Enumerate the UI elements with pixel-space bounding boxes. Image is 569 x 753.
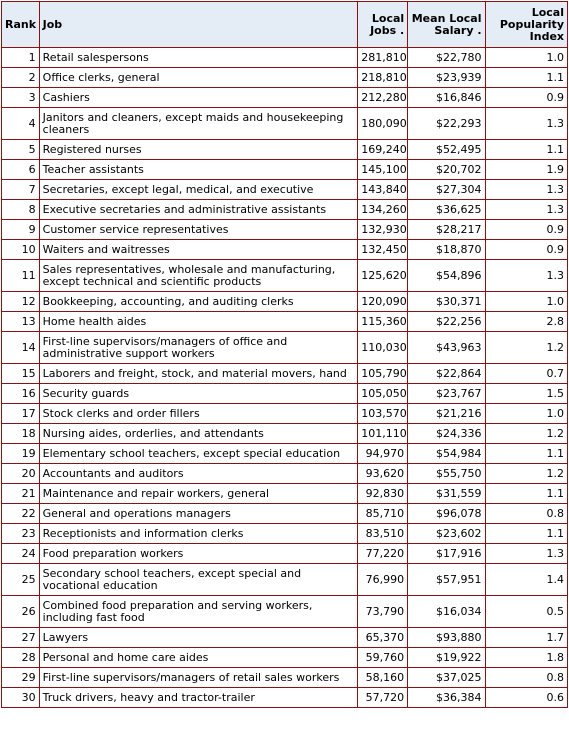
rank-cell: 4	[2, 108, 40, 140]
table-row	[2, 200, 568, 220]
local-jobs-cell: 58,160	[358, 668, 408, 688]
rank-cell: 1	[2, 48, 40, 68]
rank-cell: 8	[2, 200, 40, 220]
job-title-cell: First-line supervisors/managers of office and administrative support workers	[39, 332, 358, 364]
job-title-cell: Janitors and cleaners, except maids and housekeeping cleaners	[39, 108, 358, 140]
mean-salary-cell: $43,963	[408, 332, 485, 364]
job-title-cell: Home health aides	[39, 312, 358, 332]
local-jobs-cell: 92,830	[358, 484, 408, 504]
mean-salary-cell: $22,864	[408, 364, 485, 384]
job-title-cell: Teacher assistants	[39, 160, 358, 180]
popularity-index-cell: 1.1	[485, 68, 567, 88]
mean-salary-cell: $16,846	[408, 88, 485, 108]
popularity-index-cell: 0.9	[485, 88, 567, 108]
rank-cell: 28	[2, 648, 40, 668]
local-jobs-cell: 143,840	[358, 180, 408, 200]
mean-salary-cell: $22,293	[408, 108, 485, 140]
local-jobs-cell: 169,240	[358, 140, 408, 160]
table-row	[2, 564, 568, 596]
job-title-cell: Personal and home care aides	[39, 648, 358, 668]
mean-salary-cell: $57,951	[408, 564, 485, 596]
popularity-index-cell: 0.9	[485, 240, 567, 260]
local-jobs-cell: 105,790	[358, 364, 408, 384]
local-jobs-cell: 132,930	[358, 220, 408, 240]
job-title-cell: Food preparation workers	[39, 544, 358, 564]
job-title-cell: Maintenance and repair workers, general	[39, 484, 358, 504]
mean-salary-cell: $96,078	[408, 504, 485, 524]
mean-salary-column-header[interactable]: Mean Local Salary .	[408, 2, 485, 48]
mean-salary-cell: $36,625	[408, 200, 485, 220]
rank-cell: 21	[2, 484, 40, 504]
local-jobs-cell: 115,360	[358, 312, 408, 332]
table-row	[2, 504, 568, 524]
rank-cell: 3	[2, 88, 40, 108]
job-column-header[interactable]: Job	[39, 2, 358, 48]
table-row	[2, 524, 568, 544]
mean-salary-cell: $16,034	[408, 596, 485, 628]
job-title-cell: Waiters and waitresses	[39, 240, 358, 260]
rank-cell: 9	[2, 220, 40, 240]
table-row	[2, 292, 568, 312]
table-row	[2, 384, 568, 404]
local-jobs-cell: 145,100	[358, 160, 408, 180]
popularity-index-cell: 1.3	[485, 544, 567, 564]
rank-cell: 14	[2, 332, 40, 364]
rank-cell: 24	[2, 544, 40, 564]
table-header	[2, 2, 568, 48]
local-jobs-cell: 180,090	[358, 108, 408, 140]
local-jobs-cell: 85,710	[358, 504, 408, 524]
popularity-index-cell: 1.9	[485, 160, 567, 180]
mean-salary-cell: $55,750	[408, 464, 485, 484]
popularity-index-cell: 1.0	[485, 48, 567, 68]
job-title-cell: Executive secretaries and administrative assistants	[39, 200, 358, 220]
table-row	[2, 544, 568, 564]
rank-cell: 20	[2, 464, 40, 484]
job-title-cell: Security guards	[39, 384, 358, 404]
job-title-cell: Cashiers	[39, 88, 358, 108]
table-body	[2, 48, 568, 708]
mean-salary-cell: $23,939	[408, 68, 485, 88]
rank-cell: 15	[2, 364, 40, 384]
rank-cell: 10	[2, 240, 40, 260]
mean-salary-cell: $24,336	[408, 424, 485, 444]
job-title-cell: General and operations managers	[39, 504, 358, 524]
popularity-index-cell: 0.8	[485, 668, 567, 688]
table-row	[2, 628, 568, 648]
mean-salary-cell: $23,767	[408, 384, 485, 404]
job-title-cell: First-line supervisors/managers of retail sales workers	[39, 668, 358, 688]
popularity-index-cell: 1.3	[485, 180, 567, 200]
job-title-cell: Combined food preparation and serving workers, including fast food	[39, 596, 358, 628]
job-title-cell: Registered nurses	[39, 140, 358, 160]
popularity-index-cell: 1.0	[485, 404, 567, 424]
mean-salary-cell: $23,602	[408, 524, 485, 544]
rank-cell: 16	[2, 384, 40, 404]
popularity-index-cell: 1.0	[485, 292, 567, 312]
table-row	[2, 140, 568, 160]
job-title-cell: Retail salespersons	[39, 48, 358, 68]
mean-salary-cell: $93,880	[408, 628, 485, 648]
local-jobs-cell: 120,090	[358, 292, 408, 312]
popularity-index-cell: 0.7	[485, 364, 567, 384]
mean-salary-cell: $27,304	[408, 180, 485, 200]
mean-salary-cell: $21,216	[408, 404, 485, 424]
rank-cell: 23	[2, 524, 40, 544]
rank-cell: 25	[2, 564, 40, 596]
table-row	[2, 688, 568, 708]
job-title-cell: Accountants and auditors	[39, 464, 358, 484]
rank-cell: 27	[2, 628, 40, 648]
local-jobs-cell: 134,260	[358, 200, 408, 220]
popularity-index-cell: 1.2	[485, 424, 567, 444]
local-jobs-cell: 77,220	[358, 544, 408, 564]
mean-salary-cell: $54,984	[408, 444, 485, 464]
rank-cell: 7	[2, 180, 40, 200]
table-row	[2, 260, 568, 292]
popularity-index-cell: 1.3	[485, 108, 567, 140]
table-row	[2, 648, 568, 668]
local-jobs-cell: 281,810	[358, 48, 408, 68]
mean-salary-cell: $22,256	[408, 312, 485, 332]
table-row	[2, 668, 568, 688]
popularity-index-cell: 2.8	[485, 312, 567, 332]
table-row	[2, 404, 568, 424]
local-jobs-cell: 132,450	[358, 240, 408, 260]
local-jobs-cell: 105,050	[358, 384, 408, 404]
job-title-cell: Stock clerks and order fillers	[39, 404, 358, 424]
local-jobs-cell: 103,570	[358, 404, 408, 424]
rank-cell: 13	[2, 312, 40, 332]
mean-salary-cell: $18,870	[408, 240, 485, 260]
mean-salary-cell: $31,559	[408, 484, 485, 504]
local-jobs-cell: 83,510	[358, 524, 408, 544]
rank-cell: 12	[2, 292, 40, 312]
popularity-index-cell: 1.7	[485, 628, 567, 648]
local-jobs-cell: 94,970	[358, 444, 408, 464]
rank-cell: 18	[2, 424, 40, 444]
table-row	[2, 484, 568, 504]
table-row	[2, 364, 568, 384]
popularity-index-cell: 1.1	[485, 444, 567, 464]
popularity-index-cell: 1.3	[485, 260, 567, 292]
mean-salary-cell: $37,025	[408, 668, 485, 688]
popularity-index-cell: 1.4	[485, 564, 567, 596]
local-jobs-cell: 110,030	[358, 332, 408, 364]
popularity-index-column-header[interactable]: Local Popularity Index	[485, 2, 567, 48]
mean-salary-cell: $36,384	[408, 688, 485, 708]
table-row	[2, 464, 568, 484]
job-title-cell: Customer service representatives	[39, 220, 358, 240]
table-row	[2, 48, 568, 68]
rank-cell: 11	[2, 260, 40, 292]
job-title-cell: Office clerks, general	[39, 68, 358, 88]
popularity-index-cell: 1.2	[485, 332, 567, 364]
local-jobs-cell: 125,620	[358, 260, 408, 292]
job-title-cell: Receptionists and information clerks	[39, 524, 358, 544]
rank-cell: 22	[2, 504, 40, 524]
header-row	[2, 2, 568, 48]
table-row	[2, 312, 568, 332]
job-title-cell: Secretaries, except legal, medical, and executive	[39, 180, 358, 200]
mean-salary-cell: $20,702	[408, 160, 485, 180]
mean-salary-cell: $54,896	[408, 260, 485, 292]
popularity-index-cell: 1.1	[485, 484, 567, 504]
rank-cell: 17	[2, 404, 40, 424]
popularity-index-cell: 1.3	[485, 200, 567, 220]
rank-cell: 26	[2, 596, 40, 628]
mean-salary-cell: $52,495	[408, 140, 485, 160]
table-row	[2, 596, 568, 628]
rank-cell: 2	[2, 68, 40, 88]
table-row	[2, 240, 568, 260]
popularity-index-cell: 0.5	[485, 596, 567, 628]
popularity-index-cell: 1.1	[485, 140, 567, 160]
rank-cell: 19	[2, 444, 40, 464]
table-row	[2, 424, 568, 444]
local-jobs-cell: 212,280	[358, 88, 408, 108]
table-row	[2, 68, 568, 88]
popularity-index-cell: 1.8	[485, 648, 567, 668]
mean-salary-cell: $30,371	[408, 292, 485, 312]
popularity-index-cell: 1.1	[485, 524, 567, 544]
local-jobs-cell: 101,110	[358, 424, 408, 444]
mean-salary-cell: $28,217	[408, 220, 485, 240]
popularity-index-cell: 1.5	[485, 384, 567, 404]
popularity-index-cell: 0.9	[485, 220, 567, 240]
rank-cell: 5	[2, 140, 40, 160]
local-jobs-cell: 57,720	[358, 688, 408, 708]
table-row	[2, 180, 568, 200]
local-jobs-cell: 93,620	[358, 464, 408, 484]
job-title-cell: Truck drivers, heavy and tractor-trailer	[39, 688, 358, 708]
local-jobs-cell: 218,810	[358, 68, 408, 88]
local-jobs-cell: 73,790	[358, 596, 408, 628]
job-title-cell: Sales representatives, wholesale and manufacturing, except technical and scientific products	[39, 260, 358, 292]
popularity-index-cell: 0.6	[485, 688, 567, 708]
mean-salary-cell: $17,916	[408, 544, 485, 564]
jobs-table	[1, 1, 568, 708]
job-title-cell: Lawyers	[39, 628, 358, 648]
job-title-cell: Laborers and freight, stock, and material movers, hand	[39, 364, 358, 384]
table-row	[2, 88, 568, 108]
job-title-cell: Secondary school teachers, except special and vocational education	[39, 564, 358, 596]
table-row	[2, 108, 568, 140]
popularity-index-cell: 0.8	[485, 504, 567, 524]
popularity-index-cell: 1.2	[485, 464, 567, 484]
mean-salary-cell: $19,922	[408, 648, 485, 668]
table-row	[2, 160, 568, 180]
rank-cell: 6	[2, 160, 40, 180]
local-jobs-cell: 65,370	[358, 628, 408, 648]
mean-salary-cell: $22,780	[408, 48, 485, 68]
rank-column-header[interactable]: Rank	[2, 2, 40, 48]
table-row	[2, 444, 568, 464]
table-row	[2, 220, 568, 240]
local-jobs-cell: 76,990	[358, 564, 408, 596]
job-title-cell: Bookkeeping, accounting, and auditing clerks	[39, 292, 358, 312]
local-jobs-cell: 59,760	[358, 648, 408, 668]
rank-cell: 29	[2, 668, 40, 688]
table-row	[2, 332, 568, 364]
job-title-cell: Elementary school teachers, except special education	[39, 444, 358, 464]
rank-cell: 30	[2, 688, 40, 708]
local-jobs-column-header[interactable]: Local Jobs .	[358, 2, 408, 48]
job-title-cell: Nursing aides, orderlies, and attendants	[39, 424, 358, 444]
